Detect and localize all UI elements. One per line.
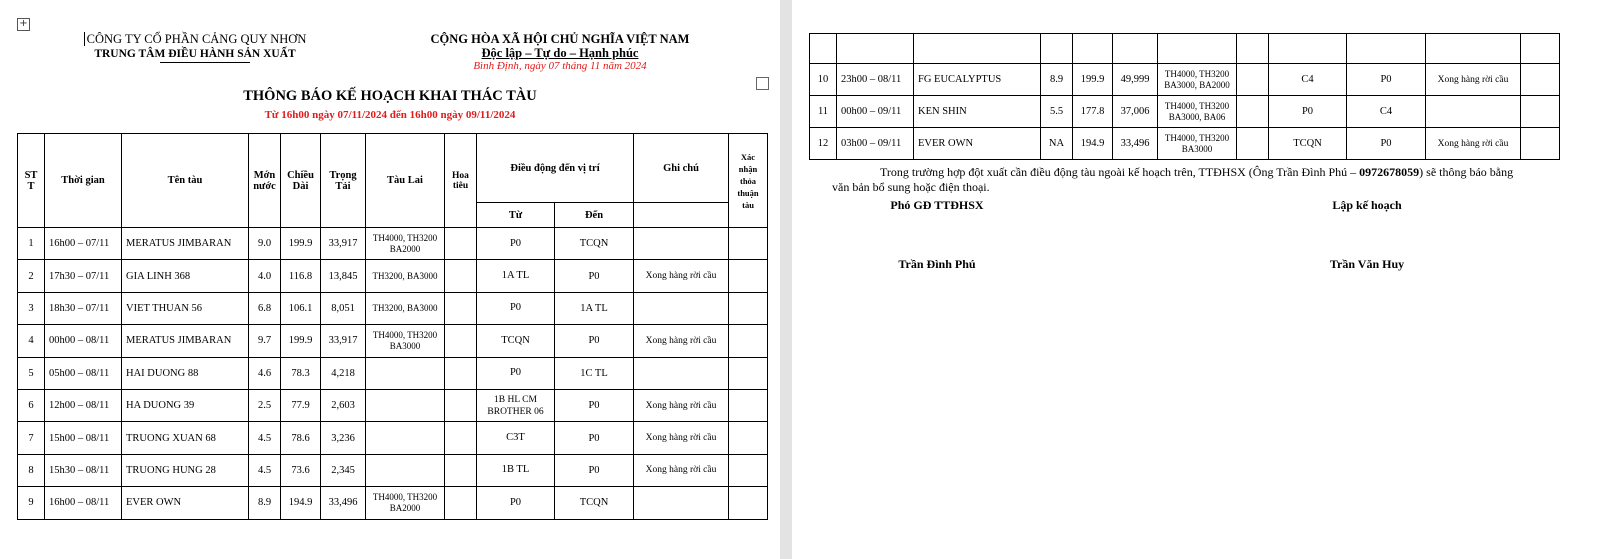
country-name: CỘNG HÒA XÃ HỘI CHỦ NGHĨA VIỆT NAM [430,32,690,46]
tug-cell: TH4000, TH3200 BA3000 [1158,128,1237,160]
schedule-rows [18,228,768,520]
col-header-pilot: Hoa tiêu [445,134,477,228]
tug-cell: TH3200, BA3000 [366,292,445,324]
to-cell: P0 [1347,64,1426,96]
from-cell: C4 [1269,64,1347,96]
length-cell: 194.9 [1073,128,1113,160]
tug-cell: TH4000, TH3200 BA3000, BA06 [1158,96,1237,128]
col-header-note: Ghi chú [634,134,729,203]
from-cell: P0 [477,487,555,519]
pilot-cell [1237,128,1269,160]
ship-name-cell: TRUONG HUNG 28 [122,454,249,486]
confirm-cell [729,325,768,357]
ship-schedule-table [17,133,768,520]
ship-name-cell: VIET THUAN 56 [122,292,249,324]
ship-name-cell: HA DUONG 39 [122,389,249,421]
time-cell: 03h00 – 09/11 [837,128,914,160]
to-cell: 1C TL [555,357,634,389]
ship-name-cell: KEN SHIN [914,96,1041,128]
table-row [810,96,1560,128]
dwt-cell: 49,999 [1113,64,1158,96]
from-cell: P0 [477,228,555,260]
time-cell: 15h30 – 08/11 [45,454,122,486]
confirm-cell [729,228,768,260]
continued-header-row [810,34,1560,64]
contact-phone: 0972678059 [1359,165,1420,179]
time-cell: 05h00 – 08/11 [45,357,122,389]
from-cell: P0 [477,292,555,324]
confirm-cell [1521,128,1560,160]
ship-name-cell: GIA LINH 368 [122,260,249,292]
dwt-cell: 33,917 [321,228,366,260]
table-row [810,128,1560,160]
stt-cell: 9 [18,487,45,519]
tug-cell [366,389,445,421]
page-gap [780,0,792,559]
pilot-cell [1237,96,1269,128]
confirm-cell [729,260,768,292]
confirm-cell [729,487,768,519]
length-cell: 77.9 [281,389,321,421]
stt-cell: 4 [18,325,45,357]
stt-cell: 7 [18,422,45,454]
time-cell: 16h00 – 08/11 [45,487,122,519]
draft-cell: 4.0 [249,260,281,292]
from-cell: TCQN [477,325,555,357]
draft-cell: 4.5 [249,454,281,486]
table-row [18,389,768,421]
motto: Độc lập – Tự do – Hạnh phúc [481,46,639,60]
length-cell: 199.9 [1073,64,1113,96]
stt-cell: 8 [18,454,45,486]
draft-cell: 4.6 [249,357,281,389]
length-cell: 194.9 [281,487,321,519]
note-cell [1426,96,1521,128]
document-title: THÔNG BÁO KẾ HOẠCH KHAI THÁC TÀU [243,88,537,104]
ship-name-cell: FG EUCALYPTUS [914,64,1041,96]
confirm-cell [1521,64,1560,96]
from-cell: 1A TL [477,260,555,292]
length-cell: 78.3 [281,357,321,389]
ship-name-cell: MERATUS JIMBARAN [122,228,249,260]
draft-cell: 8.9 [249,487,281,519]
table-row [18,357,768,389]
confirm-cell [729,357,768,389]
to-cell: P0 [555,454,634,486]
length-cell: 199.9 [281,228,321,260]
tug-cell: TH4000, TH3200 BA3000, BA2000 [1158,64,1237,96]
note-cell: Xong hàng rời cầu [1426,64,1521,96]
pilot-cell [445,454,477,486]
stt-cell: 2 [18,260,45,292]
ship-name-cell: HAI DUONG 88 [122,357,249,389]
signature-left-title: Phó GĐ TTĐHSX [890,198,984,212]
document-page-2 [792,0,1600,559]
signature-right-title: Lập kế hoạch [1332,198,1402,212]
note-cell: Xong hàng rời cầu [634,454,729,486]
from-cell: 1B HL CM BROTHER 06 [477,389,555,421]
confirm-cell [729,389,768,421]
to-cell: P0 [555,260,634,292]
tug-cell [366,422,445,454]
from-cell: C3T [477,422,555,454]
col-header-note-sub [634,203,729,228]
dwt-cell: 33,917 [321,325,366,357]
confirm-cell [1521,96,1560,128]
draft-cell: 6.8 [249,292,281,324]
col-header-ship: Tên tàu [122,134,249,228]
pilot-cell [445,228,477,260]
to-cell: P0 [555,325,634,357]
to-cell: P0 [555,422,634,454]
table-move-handle-icon[interactable]: + [17,18,30,31]
tug-cell [366,357,445,389]
to-cell: TCQN [555,228,634,260]
center-underline [160,62,250,63]
from-cell: P0 [1269,96,1347,128]
note-cell: Xong hàng rời cầu [634,422,729,454]
to-cell: P0 [1347,128,1426,160]
dwt-cell: 2,603 [321,389,366,421]
time-cell: 00h00 – 09/11 [837,96,914,128]
note-cell [634,487,729,519]
table-row [18,454,768,486]
footer-note-cont: văn bản bổ sung hoặc điện thoại. [832,180,990,194]
dwt-cell: 37,006 [1113,96,1158,128]
stt-cell: 1 [18,228,45,260]
table-row [18,422,768,454]
tug-cell: TH4000, TH3200 BA3000 [366,325,445,357]
dwt-cell: 2,345 [321,454,366,486]
length-cell: 177.8 [1073,96,1113,128]
time-cell: 15h00 – 08/11 [45,422,122,454]
document-page-1 [0,0,780,559]
to-cell: C4 [1347,96,1426,128]
draft-cell: 4.5 [249,422,281,454]
col-header-length: Chiều Dài [281,134,321,228]
draft-cell: 9.0 [249,228,281,260]
time-cell: 16h00 – 07/11 [45,228,122,260]
draft-cell: 9.7 [249,325,281,357]
ship-name-cell: MERATUS JIMBARAN [122,325,249,357]
stt-cell: 12 [810,128,837,160]
document-subtitle: Từ 16h00 ngày 07/11/2024 đến 16h00 ngày 09/11/2024 [264,109,516,121]
center-name: TRUNG TÂM ĐIỀU HÀNH SẢN XUẤT [94,48,296,60]
confirm-cell [729,422,768,454]
note-cell [634,292,729,324]
pilot-cell [445,357,477,389]
pilot-cell [445,422,477,454]
col-header-draft: Mớn nước [249,134,281,228]
pilot-cell [445,292,477,324]
footer-note: Trong trường hợp đột xuất cần điều động tàu ngoài kế hoạch trên, TTĐHSX (Ông Trần Đình Phú – 0972678059) sẽ thông báo bằng [880,165,1514,179]
draft-cell: 5.5 [1041,96,1073,128]
col-header-confirm: Xác nhận thỏa thuận tàu [729,134,768,228]
dwt-cell: 33,496 [321,487,366,519]
pilot-cell [1237,64,1269,96]
col-header-stt: ST T [18,134,45,228]
dwt-cell: 33,496 [1113,128,1158,160]
col-header-time: Thời gian [45,134,122,228]
pilot-cell [445,487,477,519]
dwt-cell: 8,051 [321,292,366,324]
to-cell: 1A TL [555,292,634,324]
time-cell: 17h30 – 07/11 [45,260,122,292]
length-cell: 73.6 [281,454,321,486]
note-cell [634,357,729,389]
document-date: Bình Định, ngày 07 tháng 11 năm 2024 [473,60,647,72]
time-cell: 18h30 – 07/11 [45,292,122,324]
dwt-cell: 3,236 [321,422,366,454]
note-cell: Xong hàng rời cầu [1426,128,1521,160]
tug-cell [366,454,445,486]
pilot-cell [445,325,477,357]
length-cell: 199.9 [281,325,321,357]
tug-cell: TH4000, TH3200 BA2000 [366,228,445,260]
col-header-move: Điều động đến vị trí [477,134,634,203]
pilot-cell [445,260,477,292]
stt-cell: 11 [810,96,837,128]
from-cell: P0 [477,357,555,389]
pilot-cell [445,389,477,421]
stt-cell: 6 [18,389,45,421]
company-name: CÔNG TY CỔ PHẦN CẢNG QUY NHƠN [60,32,330,46]
from-cell: 1B TL [477,454,555,486]
draft-cell: 2.5 [249,389,281,421]
length-cell: 116.8 [281,260,321,292]
draft-cell: NA [1041,128,1073,160]
note-cell: Xong hàng rời cầu [634,325,729,357]
length-cell: 106.1 [281,292,321,324]
ship-name-cell: EVER OWN [122,487,249,519]
signature-right-name: Trần Văn Huy [1329,257,1405,271]
stt-cell: 10 [810,64,837,96]
note-cell: Xong hàng rời cầu [634,389,729,421]
to-cell: TCQN [555,487,634,519]
note-cell [634,228,729,260]
col-header-dwt: Trọng Tải [321,134,366,228]
ship-schedule-table-continued [809,33,1560,160]
tug-cell: TH4000, TH3200 BA2000 [366,487,445,519]
stt-cell: 3 [18,292,45,324]
to-cell: P0 [555,389,634,421]
table-row [18,228,768,260]
stt-cell: 5 [18,357,45,389]
table-row [18,292,768,324]
checkbox-icon[interactable] [756,77,769,90]
time-cell: 12h00 – 08/11 [45,389,122,421]
time-cell: 00h00 – 08/11 [45,325,122,357]
table-row [18,260,768,292]
ship-name-cell: EVER OWN [914,128,1041,160]
signature-left-name: Trần Đình Phú [898,257,976,271]
table-row [18,487,768,519]
ship-name-cell: TRUONG XUAN 68 [122,422,249,454]
from-cell: TCQN [1269,128,1347,160]
table-row [18,325,768,357]
col-header-from: Từ [477,203,555,228]
col-header-tug: Tàu Lai [366,134,445,228]
draft-cell: 8.9 [1041,64,1073,96]
tug-cell: TH3200, BA3000 [366,260,445,292]
length-cell: 78.6 [281,422,321,454]
schedule-rows-continued [810,64,1560,160]
table-row [810,64,1560,96]
dwt-cell: 4,218 [321,357,366,389]
time-cell: 23h00 – 08/11 [837,64,914,96]
confirm-cell [729,454,768,486]
dwt-cell: 13,845 [321,260,366,292]
note-cell: Xong hàng rời cầu [634,260,729,292]
confirm-cell [729,292,768,324]
col-header-to: Đến [555,203,634,228]
